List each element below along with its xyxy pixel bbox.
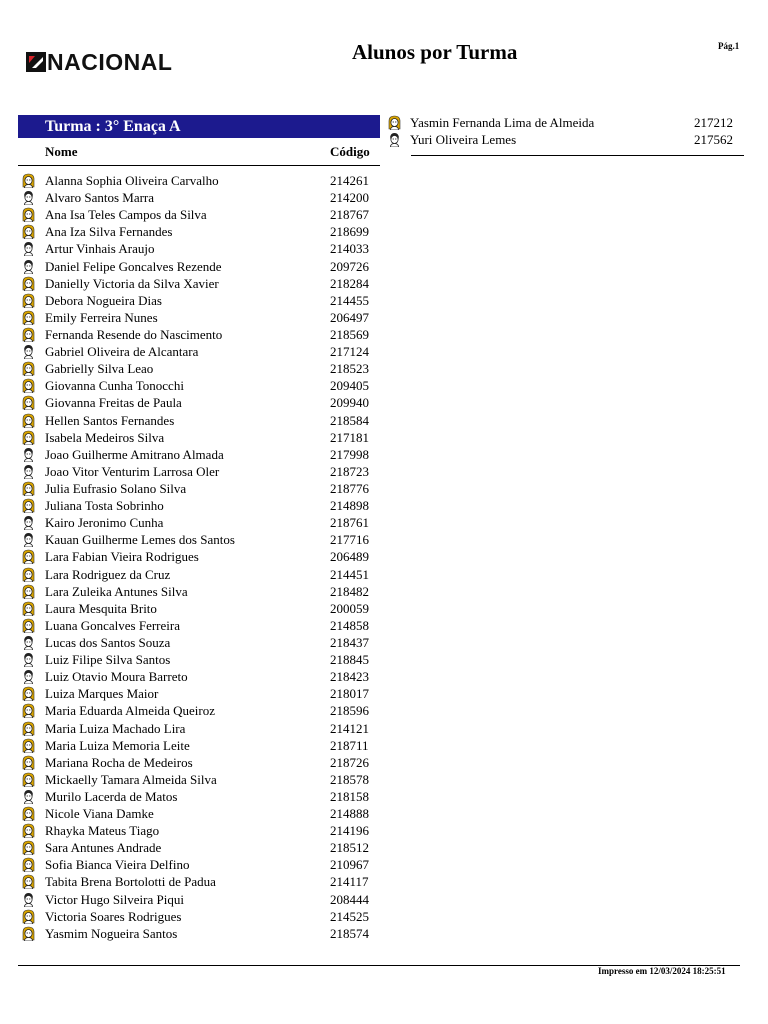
- header-divider: [18, 165, 380, 166]
- brand-logo-text: NACIONAL: [47, 49, 173, 75]
- student-row: [18, 463, 380, 480]
- student-row: [18, 651, 380, 668]
- student-name: Mickaelly Tamara Almeida Silva: [45, 771, 217, 787]
- student-row: [18, 531, 380, 548]
- student-name: Alvaro Santos Marra: [45, 190, 155, 206]
- student-code: 206497: [330, 309, 369, 325]
- female-student-icon: [21, 874, 36, 889]
- male-student-icon: [21, 669, 36, 684]
- female-student-icon: [21, 772, 36, 787]
- student-row: [18, 685, 380, 702]
- male-student-icon: [387, 132, 402, 147]
- student-code: 210967: [330, 857, 369, 873]
- female-student-icon: [21, 686, 36, 701]
- student-code: 218596: [330, 703, 369, 719]
- female-student-icon: [21, 857, 36, 872]
- student-name: Giovanna Cunha Tonocchi: [45, 378, 184, 394]
- student-code: 208444: [330, 891, 369, 907]
- female-student-icon: [21, 293, 36, 308]
- male-student-icon: [21, 464, 36, 479]
- student-name: Hellen Santos Fernandes: [45, 412, 175, 428]
- female-student-icon: [21, 584, 36, 599]
- student-name: Yasmin Fernanda Lima de Almeida: [410, 115, 595, 130]
- female-student-icon: [21, 823, 36, 838]
- female-student-icon: [21, 721, 36, 736]
- student-row: [18, 377, 380, 394]
- female-student-icon: [21, 224, 36, 239]
- student-row: [18, 343, 380, 360]
- female-student-icon: [21, 567, 36, 582]
- student-name: Julia Eufrasio Solano Silva: [45, 480, 187, 496]
- student-name: Alanna Sophia Oliveira Carvalho: [45, 173, 219, 188]
- student-name: Lara Fabian Vieira Rodrigues: [45, 549, 199, 565]
- student-name: Victor Hugo Silveira Piqui: [45, 891, 184, 907]
- student-row: [18, 839, 380, 856]
- student-code: 218574: [330, 925, 369, 941]
- student-code: 217212: [694, 115, 733, 130]
- student-row: [18, 754, 380, 771]
- student-name: Lucas dos Santos Souza: [45, 634, 171, 650]
- student-list: [18, 172, 380, 942]
- student-code: 209726: [330, 258, 369, 274]
- student-row: [18, 275, 380, 292]
- student-row: [18, 771, 380, 788]
- student-name: Rhayka Mateus Tiago: [45, 823, 160, 839]
- class-banner: Turma : 3° Enaça A: [18, 115, 380, 138]
- student-name: Kairo Jeronimo Cunha: [45, 515, 164, 531]
- student-name: Emily Ferreira Nunes: [45, 309, 158, 325]
- student-code: 218284: [330, 275, 369, 291]
- brand-logo: [26, 49, 173, 75]
- student-name: Murilo Lacerda de Matos: [45, 788, 178, 804]
- student-name: Mariana Rocha de Medeiros: [45, 754, 193, 770]
- student-name: Lara Rodriguez da Cruz: [45, 566, 171, 582]
- student-row: [18, 908, 380, 925]
- student-name: Luiz Otavio Moura Barreto: [45, 669, 188, 685]
- student-code: 218723: [330, 463, 369, 479]
- student-row: [18, 600, 380, 617]
- student-row: [18, 583, 380, 600]
- student-code: 200059: [330, 600, 369, 616]
- student-code: 214451: [330, 566, 369, 582]
- student-row: [18, 206, 380, 223]
- student-name: Debora Nogueira Dias: [45, 292, 162, 308]
- nacional-logo-mark-icon: [26, 52, 46, 72]
- student-code: 209405: [330, 378, 369, 394]
- student-name: Ana Isa Teles Campos da Silva: [45, 207, 207, 223]
- student-code: 217716: [330, 532, 369, 548]
- student-code: 218726: [330, 754, 369, 770]
- column-header-name: Nome: [45, 144, 78, 159]
- female-student-icon: [21, 310, 36, 325]
- student-name: Lara Zuleika Antunes Silva: [45, 583, 188, 599]
- student-name: Victoria Soares Rodrigues: [45, 908, 182, 924]
- student-name: Joao Guilherme Amitrano Almada: [45, 446, 224, 462]
- female-student-icon: [21, 173, 36, 188]
- student-code: 217124: [330, 344, 369, 360]
- student-code: 214898: [330, 498, 369, 514]
- student-code: 218017: [330, 686, 369, 702]
- student-name: Joao Vitor Venturim Larrosa Oler: [45, 463, 220, 479]
- male-student-icon: [21, 344, 36, 359]
- student-code: 214888: [330, 806, 369, 822]
- student-row: [18, 788, 380, 805]
- female-student-icon: [21, 703, 36, 718]
- student-row: [384, 114, 745, 131]
- student-name: Juliana Tosta Sobrinho: [45, 498, 164, 514]
- student-name: Laura Mesquita Brito: [45, 600, 157, 616]
- student-name: Maria Luiza Machado Lira: [45, 720, 186, 736]
- student-name: Kauan Guilherme Lemes dos Santos: [45, 532, 235, 548]
- student-code: 218584: [330, 412, 369, 428]
- female-student-icon: [21, 618, 36, 633]
- student-row: [18, 668, 380, 685]
- student-row: [18, 514, 380, 531]
- student-row: [18, 737, 380, 754]
- student-name: Luiza Marques Maior: [45, 686, 159, 702]
- student-row: [18, 172, 380, 189]
- student-code: 206489: [330, 549, 369, 565]
- student-row: [18, 822, 380, 839]
- student-row: [18, 566, 380, 583]
- student-code: 218512: [330, 840, 369, 856]
- report-title: Alunos por Turma: [352, 40, 518, 64]
- student-name: Maria Luiza Memoria Leite: [45, 737, 190, 753]
- student-row: [18, 617, 380, 634]
- female-student-icon: [21, 549, 36, 564]
- student-row: [18, 634, 380, 651]
- male-student-icon: [21, 447, 36, 462]
- student-code: 214455: [330, 292, 369, 308]
- student-code: 214196: [330, 823, 369, 839]
- student-name: Luiz Filipe Silva Santos: [45, 652, 171, 668]
- student-name: Gabriel Oliveira de Alcantara: [45, 344, 199, 360]
- student-name: Isabela Medeiros Silva: [45, 429, 165, 445]
- student-code: 214525: [330, 908, 369, 924]
- female-student-icon: [21, 378, 36, 393]
- list-end-divider: [411, 155, 744, 156]
- student-name: Artur Vinhais Araujo: [45, 241, 155, 257]
- student-code: 218699: [330, 224, 369, 240]
- student-code: 214121: [330, 720, 369, 736]
- female-student-icon: [21, 498, 36, 513]
- female-student-icon: [21, 276, 36, 291]
- student-name: Gabrielly Silva Leao: [45, 361, 154, 377]
- printed-timestamp: Impresso em 12/03/2024 18:25:51: [598, 966, 726, 976]
- student-row: [18, 292, 380, 309]
- student-row: [18, 925, 380, 942]
- student-row: [18, 497, 380, 514]
- student-code: 214261: [330, 173, 369, 188]
- female-student-icon: [21, 361, 36, 376]
- student-code: 218711: [330, 737, 369, 753]
- student-code: 218437: [330, 634, 369, 650]
- male-student-icon: [21, 532, 36, 547]
- student-code: 217181: [330, 429, 369, 445]
- male-student-icon: [21, 259, 36, 274]
- student-code: 218158: [330, 788, 369, 804]
- student-name: Giovanna Freitas de Paula: [45, 395, 182, 411]
- student-name: Ana Iza Silva Fernandes: [45, 224, 173, 240]
- student-row: [18, 189, 380, 206]
- student-row: [18, 702, 380, 719]
- student-row: [18, 446, 380, 463]
- student-row: [18, 720, 380, 737]
- student-row: [18, 326, 380, 343]
- student-row: [18, 240, 380, 257]
- student-name: Maria Eduarda Almeida Queiroz: [45, 703, 216, 719]
- student-code: 214200: [330, 190, 369, 206]
- male-student-icon: [21, 789, 36, 804]
- female-student-icon: [21, 430, 36, 445]
- student-code: 214117: [330, 874, 369, 890]
- female-student-icon: [21, 840, 36, 855]
- student-row: [18, 805, 380, 822]
- male-student-icon: [21, 635, 36, 650]
- student-code: 218776: [330, 480, 369, 496]
- student-name: Daniel Felipe Goncalves Rezende: [45, 258, 222, 274]
- student-row: [18, 412, 380, 429]
- student-code: 218569: [330, 326, 369, 342]
- student-name: Sofia Bianca Vieira Delfino: [45, 857, 190, 873]
- student-name: Tabita Brena Bortolotti de Padua: [45, 874, 216, 890]
- student-row: [18, 480, 380, 497]
- student-code: 218767: [330, 207, 369, 223]
- female-student-icon: [21, 926, 36, 941]
- student-code: 217998: [330, 446, 369, 462]
- student-row: [18, 223, 380, 240]
- page-number: Pág.1: [718, 41, 740, 51]
- female-student-icon: [21, 755, 36, 770]
- student-name: Luana Goncalves Ferreira: [45, 617, 180, 633]
- female-student-icon: [21, 481, 36, 496]
- student-row: [18, 258, 380, 275]
- male-student-icon: [21, 241, 36, 256]
- student-row: [18, 873, 380, 890]
- female-student-icon: [21, 327, 36, 342]
- student-name: Yasmim Nogueira Santos: [45, 925, 178, 941]
- student-code: 218761: [330, 515, 369, 531]
- female-student-icon: [21, 806, 36, 821]
- female-student-icon: [21, 601, 36, 616]
- student-code: 218523: [330, 361, 369, 377]
- student-row: [18, 856, 380, 873]
- male-student-icon: [21, 652, 36, 667]
- student-code: 217562: [694, 132, 733, 148]
- student-row: [18, 548, 380, 565]
- male-student-icon: [21, 515, 36, 530]
- student-code: 214858: [330, 617, 369, 633]
- student-row: [384, 131, 745, 148]
- student-code: 214033: [330, 241, 369, 257]
- female-student-icon: [21, 909, 36, 924]
- female-student-icon: [21, 413, 36, 428]
- female-student-icon: [21, 738, 36, 753]
- student-code: 218482: [330, 583, 369, 599]
- student-list-continued: [384, 114, 745, 148]
- student-code: 218845: [330, 652, 369, 668]
- student-name: Sara Antunes Andrade: [45, 840, 162, 856]
- female-student-icon: [387, 115, 402, 130]
- student-name: Yuri Oliveira Lemes: [410, 132, 517, 148]
- column-header-code: Código: [330, 144, 370, 159]
- student-code: 218578: [330, 771, 369, 787]
- student-code: 218423: [330, 669, 369, 685]
- female-student-icon: [21, 207, 36, 222]
- student-row: [18, 394, 380, 411]
- student-row: [18, 360, 380, 377]
- student-name: Nicole Viana Damke: [45, 806, 154, 822]
- male-student-icon: [21, 190, 36, 205]
- male-student-icon: [21, 892, 36, 907]
- female-student-icon: [21, 395, 36, 410]
- student-row: [18, 429, 380, 446]
- student-name: Danielly Victoria da Silva Xavier: [45, 275, 219, 291]
- student-row: [18, 309, 380, 326]
- student-name: Fernanda Resende do Nascimento: [45, 326, 223, 342]
- student-row: [18, 891, 380, 908]
- student-code: 209940: [330, 395, 369, 411]
